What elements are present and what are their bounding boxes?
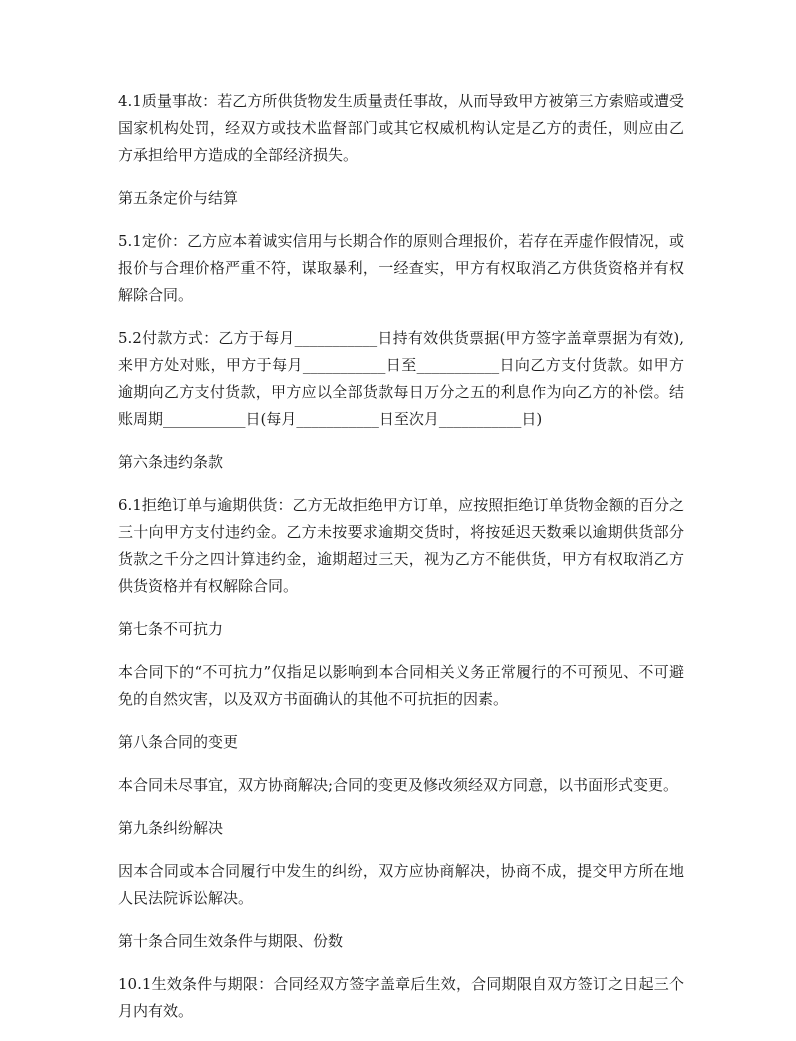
contract-change-paragraph: 本合同未尽事宜，双方协商解决;合同的变更及修改须经双方同意，以书面形式变更。: [118, 776, 679, 794]
article-8-heading: 第八条合同的变更: [118, 733, 239, 751]
force-majeure-paragraph: 本合同下的“不可抗力”仅指足以影响到本合同相关义务正常履行的不可预见、不可避免的自然灾害，以及双方书面确认的其他不可抗拒的因素。: [118, 663, 684, 708]
dispute-resolution-paragraph: 因本合同或本合同履行中发生的纠纷，双方应协商解决，协商不成，提交甲方所在地人民法院诉讼解决。: [118, 862, 684, 907]
article-10-heading: 第十条合同生效条件与期限、份数: [118, 932, 344, 950]
article-7-heading: 第七条不可抗力: [118, 620, 224, 638]
clause-5-1-pricing: 5.1定价：乙方应本着诚实信用与长期合作的原则合理报价，若存在弄虚作假情况，或报价与合理价格严重不符，谋取暴利，一经查实，甲方有权取消乙方供货资格并有权解除合同。: [118, 232, 684, 304]
clause-4-1-quality-accident: 4.1质量事故：若乙方所供货物发生质量责任事故，从而导致甲方被第三方索赔或遭受国家机构处罚，经双方或技术监督部门或其它权威机构认定是乙方的责任，则应由乙方承担给甲方造成的全部经济损失。: [118, 92, 684, 164]
clause-6-1-breach: 6.1拒绝订单与逾期供货：乙方无故拒绝甲方订单，应按照拒绝订单货物金额的百分之三十向甲方支付违约金。乙方未按要求逾期交货时，将按延迟天数乘以逾期供货部分货款之千分之四计算违约金，逾期超过三天，视为乙方不能供货，甲方有权取消乙方供货资格并有权解除合同。: [118, 496, 684, 595]
article-6-heading: 第六条违约条款: [118, 453, 224, 471]
article-5-heading: 第五条定价与结算: [118, 189, 239, 207]
clause-5-2-payment: 5.2付款方式：乙方于每月___________日持有效供货票据(甲方签字盖章票据为有效),来甲方处对账，甲方于每月___________日至___________日向乙方支付货款。如甲方逾期向乙方支付货款，甲方应以全部货款每日万分之五的利息作为向乙方的补偿。结账周期___________日(每月___________日至次月___________日): [118, 329, 684, 428]
document-page: [118, 88, 684, 1041]
article-9-heading: 第九条纠纷解决: [118, 819, 224, 837]
clause-10-1-effective-term: 10.1生效条件与期限：合同经双方签字盖章后生效，合同期限自双方签订之日起三个月内有效。: [118, 975, 684, 1020]
